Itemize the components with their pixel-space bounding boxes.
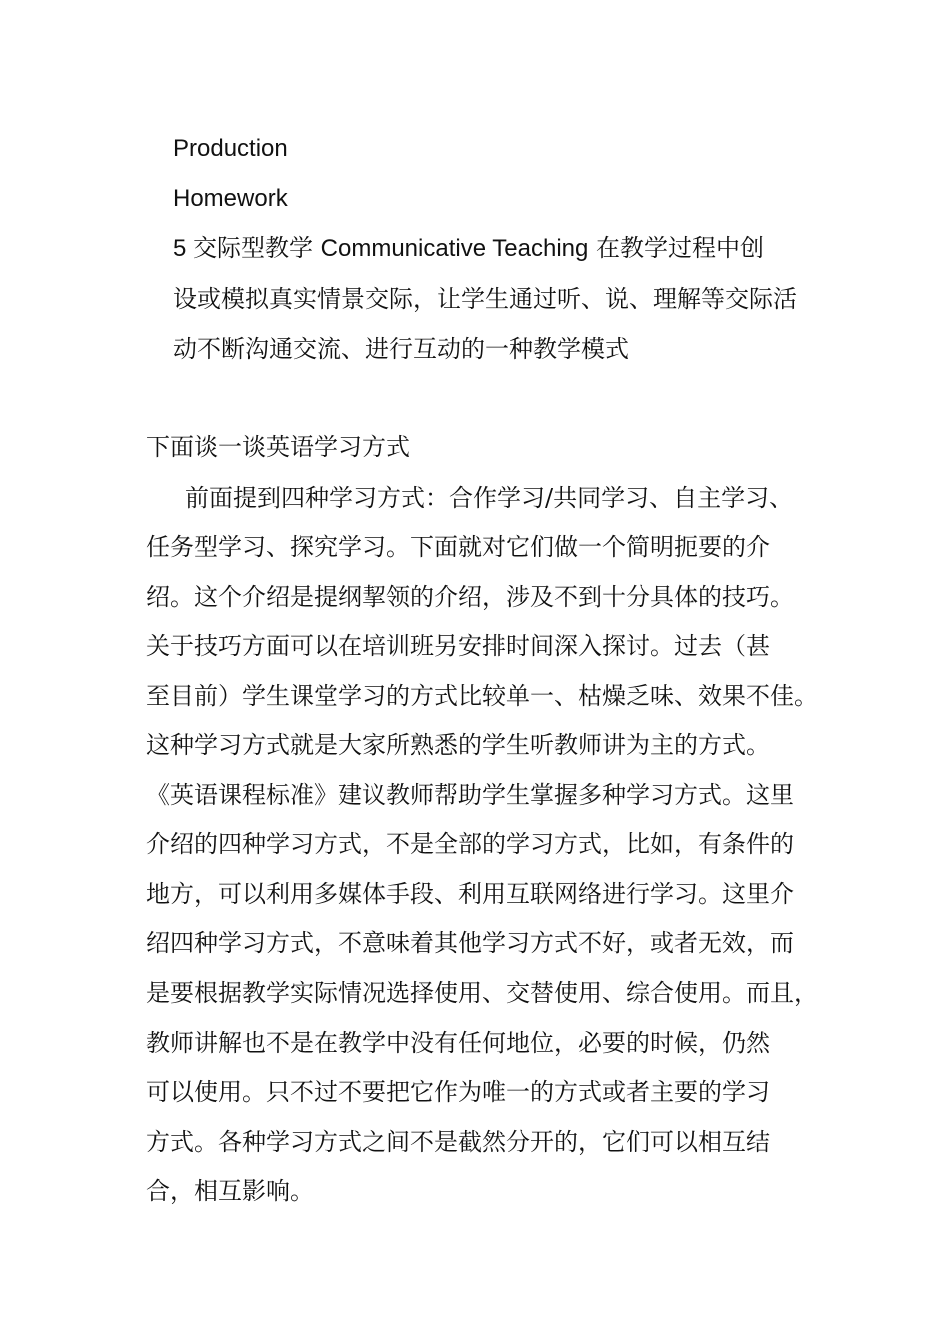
section-heading: 下面谈一谈英语学习方式 bbox=[146, 433, 410, 461]
outline-item-homework: Homework bbox=[173, 185, 288, 212]
paragraph-line: 绍四种学习方式，不意味着其他学习方式不好，或者无效，而 bbox=[146, 929, 794, 957]
paragraph-line: 前面提到四种学习方式：合作学习/共同学习、自主学习、 bbox=[185, 484, 794, 512]
outline-item-5-line-1 bbox=[173, 233, 764, 264]
paragraph-line: 可以使用。只不过不要把它作为唯一的方式或者主要的学习 bbox=[146, 1078, 770, 1106]
item5-line1-rest: 在教学过程中创 bbox=[588, 234, 764, 262]
paragraph-line: 这种学习方式就是大家所熟悉的学生听教师讲为主的方式。 bbox=[146, 731, 770, 759]
paragraph-line: 合，相互影响。 bbox=[146, 1177, 314, 1205]
item5-number: 5 bbox=[173, 235, 194, 262]
paragraph-line: 地方，可以利用多媒体手段、利用互联网络进行学习。这里介 bbox=[146, 880, 794, 908]
paragraph-line: 《英语课程标准》建议教师帮助学生掌握多种学习方式。这里 bbox=[146, 781, 794, 809]
paragraph-line: 是要根据教学实际情况选择使用、交替使用、综合使用。而且， bbox=[146, 979, 818, 1007]
item5-cn-title: 交际型教学 bbox=[193, 234, 321, 262]
paragraph-line: 至目前）学生课堂学习的方式比较单一、枯燥乏味、效果不佳。 bbox=[146, 682, 818, 710]
paragraph-line: 关于技巧方面可以在培训班另安排时间深入探讨。过去（甚 bbox=[146, 632, 770, 660]
outline-item-5-line-2: 设或模拟真实情景交际，让学生通过听、说、理解等交际活 bbox=[173, 285, 797, 313]
outline-item-5-line-3: 动不断沟通交流、进行互动的一种教学模式 bbox=[173, 335, 629, 363]
paragraph-line: 介绍的四种学习方式，不是全部的学习方式，比如，有条件的 bbox=[146, 830, 794, 858]
paragraph-line: 任务型学习、探究学习。下面就对它们做一个简明扼要的介 bbox=[146, 533, 770, 561]
paragraph-line: 教师讲解也不是在教学中没有任何地位，必要的时候，仍然 bbox=[146, 1029, 770, 1057]
paragraph-line: 绍。这个介绍是提纲挈领的介绍，涉及不到十分具体的技巧。 bbox=[146, 583, 794, 611]
paragraph-line: 方式。各种学习方式之间不是截然分开的，它们可以相互结 bbox=[146, 1128, 770, 1156]
outline-item-production: Production bbox=[173, 135, 288, 162]
item5-en-title: Communicative Teaching bbox=[320, 235, 589, 262]
